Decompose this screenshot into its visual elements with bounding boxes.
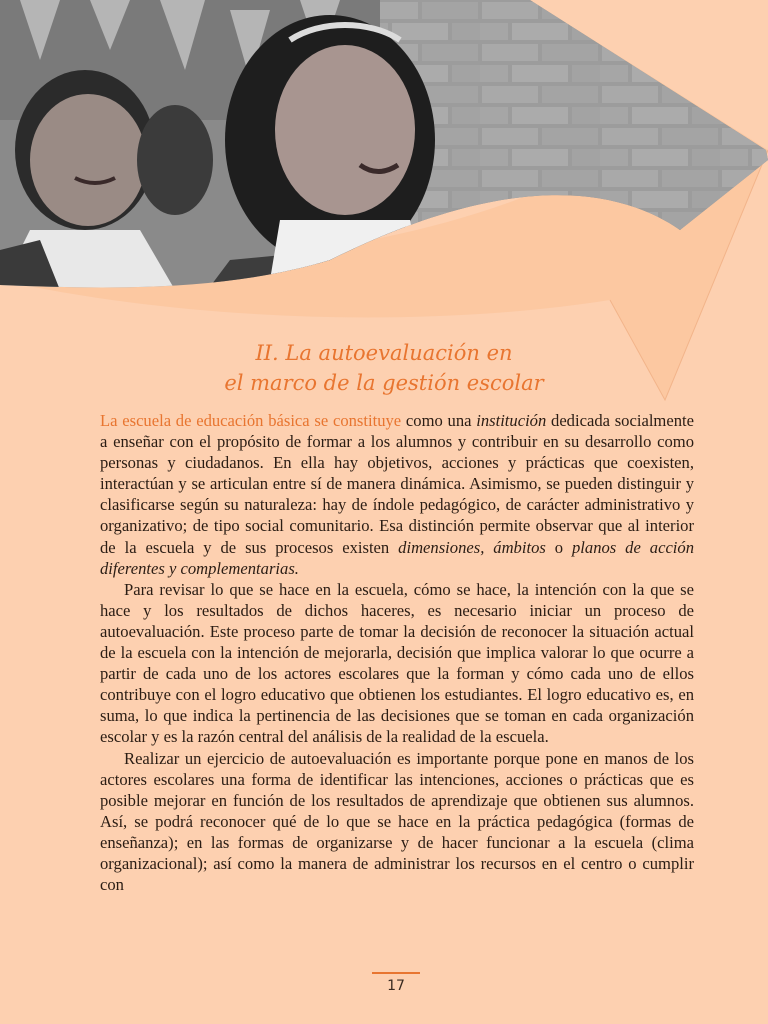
paragraph-1 (100, 410, 694, 579)
paragraph-1-text-a: como una (401, 411, 477, 430)
paragraph-2: Para revisar lo que se hace en la escuela, cómo se hace, la intención con la que se hace y los resultados de dichos haceres, es necesario iniciar un proceso de autoevaluación. Este proceso parte de tomar la decisión de reconocer la situación actual de la escuela con la intención de mejorarla, decisión que implica valorar lo que ocurre a partir de cada uno de los actores escolares que la forman y cómo cada uno de ellos contribuye con el logro educativo que obtienen los estudiantes. El logro educativo es, en suma, lo que indica la pertinencia de las decisiones que se toman en cada organización escolar y es la razón central del análisis de la realidad de la escuela. (100, 579, 694, 747)
italic-dimensiones: dimensiones, ámbitos (398, 537, 546, 557)
italic-institucion: institución (476, 411, 547, 430)
paragraph-1-text-b: dedicada socialmente a enseñar con el propósito de formar a los alumnos y contribuir en su desarrollo como personas y ciudadanos. En ella hay objetivos, acciones y prácticas que coexisten, interactúan y se articulan entre sí de manera dinámica. Asimismo, se pueden distinguir y clasificarse según su naturaleza: hay de índole pedagógico, de carácter administrativo y organizativo; de tipo social comunitario. Esa distinción permite observar que al interior de la escuela y de sus procesos existen (100, 411, 694, 557)
paragraph-3: Realizar un ejercicio de autoevaluación es importante porque pone en manos de los actores escolares una forma de identificar las intenciones, acciones o prácticas que es posible mejorar en función de los resultados de aprendizaje que obtienen sus alumnos. Así, se podrá reconocer qué de lo que se hace en la práctica pedagógica (formas de enseñanza); en las formas de organizarse y de hacer funcionar a la escuela (clima organizacional); así como la manera de administrar los recursos en el centro o cumplir con (100, 748, 694, 895)
section-heading (0, 338, 768, 398)
paragraph-1-text-c: o (545, 537, 572, 557)
lead-phrase: La escuela de educación básica se constituye (100, 411, 402, 430)
heading-line-1: II. La autoevaluación en (255, 341, 513, 365)
italic-planos: planos de acción diferentes y complementarias. (100, 537, 695, 578)
footer-rule (372, 972, 420, 974)
body-text (100, 410, 694, 895)
heading-line-2: el marco de la gestión escolar (224, 371, 544, 395)
page-number: 17 (387, 978, 405, 994)
